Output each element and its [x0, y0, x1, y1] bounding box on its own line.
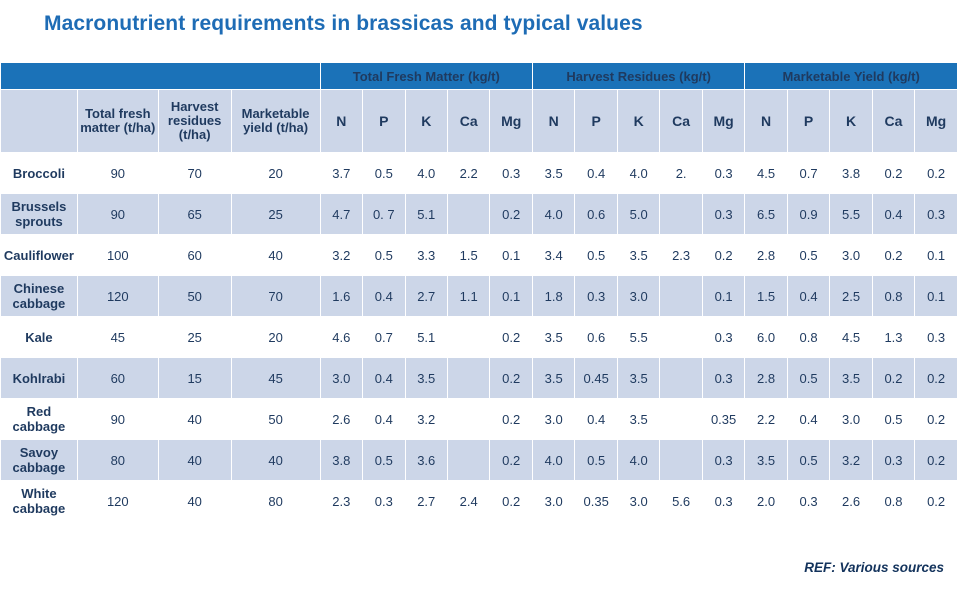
row-crop-name: Red cabbage	[1, 399, 78, 440]
sub-header-harvest-residues-tha: Harvest residues (t/ha)	[158, 90, 231, 153]
cell	[660, 276, 702, 317]
cell: 0. 7	[363, 194, 405, 235]
cell: 0.2	[490, 194, 533, 235]
cell: 2.6	[830, 481, 872, 522]
sub-header-hr-k: K	[617, 90, 659, 153]
cell: 25	[231, 194, 320, 235]
row-crop-name: Brussels sprouts	[1, 194, 78, 235]
cell: 2.4	[447, 481, 489, 522]
cell: 0.35	[575, 481, 617, 522]
cell: 0.2	[915, 358, 958, 399]
cell: 5.0	[617, 194, 659, 235]
cell: 0.1	[490, 276, 533, 317]
cell: 0.2	[872, 153, 914, 194]
cell: 0.5	[872, 399, 914, 440]
sub-header-tfm-mg: Mg	[490, 90, 533, 153]
cell: 0.6	[575, 317, 617, 358]
row-crop-name: Cauliflower	[1, 235, 78, 276]
cell	[447, 358, 489, 399]
cell: 0.7	[787, 153, 829, 194]
cell: 0.3	[363, 481, 405, 522]
cell: 0.3	[915, 194, 958, 235]
cell: 2.	[660, 153, 702, 194]
cell: 45	[231, 358, 320, 399]
cell: 3.3	[405, 235, 447, 276]
cell: 6.0	[745, 317, 787, 358]
cell: 0.4	[575, 399, 617, 440]
cell: 5.6	[660, 481, 702, 522]
row-crop-name: Savoy cabbage	[1, 440, 78, 481]
cell: 120	[77, 481, 158, 522]
sub-header-tfm-n: N	[320, 90, 362, 153]
cell: 0.5	[363, 235, 405, 276]
row-crop-name: Kale	[1, 317, 78, 358]
cell: 3.5	[532, 317, 574, 358]
cell: 0.5	[787, 440, 829, 481]
cell: 0.5	[575, 440, 617, 481]
sub-header-hr-p: P	[575, 90, 617, 153]
row-crop-name: Chinese cabbage	[1, 276, 78, 317]
cell: 0.1	[915, 235, 958, 276]
group-header-harvest-residues: Harvest Residues (kg/t)	[532, 63, 744, 90]
cell: 0.3	[787, 481, 829, 522]
cell: 0.3	[702, 440, 745, 481]
cell: 1.5	[745, 276, 787, 317]
table-row	[1, 317, 958, 358]
sub-header-marketable-yield-tha: Marketable yield (t/ha)	[231, 90, 320, 153]
cell: 1.3	[872, 317, 914, 358]
cell: 50	[158, 276, 231, 317]
sub-header-tfm-p: P	[363, 90, 405, 153]
cell: 3.5	[617, 235, 659, 276]
cell: 70	[158, 153, 231, 194]
sub-header-hr-ca: Ca	[660, 90, 702, 153]
cell: 50	[231, 399, 320, 440]
cell: 5.1	[405, 317, 447, 358]
cell: 0.3	[702, 481, 745, 522]
cell: 40	[158, 481, 231, 522]
cell: 0.4	[575, 153, 617, 194]
cell: 3.0	[617, 481, 659, 522]
cell: 3.8	[830, 153, 872, 194]
cell: 0.5	[363, 153, 405, 194]
cell: 0.5	[787, 235, 829, 276]
group-header-total-fresh-matter: Total Fresh Matter (kg/t)	[320, 63, 532, 90]
cell: 0.3	[575, 276, 617, 317]
cell: 2.2	[745, 399, 787, 440]
cell: 4.0	[405, 153, 447, 194]
cell: 4.0	[532, 440, 574, 481]
sub-header-crop	[1, 90, 78, 153]
cell: 5.5	[830, 194, 872, 235]
cell: 0.3	[702, 358, 745, 399]
cell: 0.3	[702, 194, 745, 235]
cell: 90	[77, 194, 158, 235]
reference-note: REF: Various sources	[804, 560, 944, 575]
sub-header-tfm-k: K	[405, 90, 447, 153]
cell: 3.5	[745, 440, 787, 481]
cell: 40	[231, 440, 320, 481]
cell	[447, 194, 489, 235]
cell: 4.5	[745, 153, 787, 194]
cell: 0.2	[490, 440, 533, 481]
cell: 6.5	[745, 194, 787, 235]
cell: 0.3	[915, 317, 958, 358]
cell: 0.4	[787, 399, 829, 440]
cell: 3.0	[320, 358, 362, 399]
cell: 3.0	[532, 399, 574, 440]
cell: 0.45	[575, 358, 617, 399]
cell: 4.0	[532, 194, 574, 235]
cell: 1.5	[447, 235, 489, 276]
cell: 2.5	[830, 276, 872, 317]
row-crop-name: Broccoli	[1, 153, 78, 194]
cell: 0.8	[872, 481, 914, 522]
cell: 3.7	[320, 153, 362, 194]
cell: 40	[231, 235, 320, 276]
cell: 90	[77, 153, 158, 194]
row-crop-name: Kohlrabi	[1, 358, 78, 399]
cell: 4.5	[830, 317, 872, 358]
cell: 0.2	[490, 481, 533, 522]
cell: 0.2	[872, 235, 914, 276]
cell: 0.3	[490, 153, 533, 194]
sub-header-my-ca: Ca	[872, 90, 914, 153]
cell: 40	[158, 440, 231, 481]
cell: 3.8	[320, 440, 362, 481]
cell: 0.5	[787, 358, 829, 399]
cell: 1.6	[320, 276, 362, 317]
row-crop-name: White cabbage	[1, 481, 78, 522]
cell: 3.5	[617, 399, 659, 440]
cell: 4.7	[320, 194, 362, 235]
sub-header-my-mg: Mg	[915, 90, 958, 153]
cell: 3.0	[617, 276, 659, 317]
cell: 0.1	[702, 276, 745, 317]
cell: 2.7	[405, 481, 447, 522]
cell: 0.2	[872, 358, 914, 399]
cell: 3.5	[830, 358, 872, 399]
table-row	[1, 276, 958, 317]
cell: 25	[158, 317, 231, 358]
cell: 4.6	[320, 317, 362, 358]
cell: 3.0	[532, 481, 574, 522]
table-row	[1, 358, 958, 399]
sub-header-my-n: N	[745, 90, 787, 153]
cell	[660, 440, 702, 481]
cell: 45	[77, 317, 158, 358]
macronutrient-table	[0, 62, 958, 522]
cell: 20	[231, 317, 320, 358]
cell: 3.2	[830, 440, 872, 481]
cell	[660, 317, 702, 358]
cell: 1.8	[532, 276, 574, 317]
group-header-marketable-yield: Marketable Yield (kg/t)	[745, 63, 958, 90]
cell	[660, 399, 702, 440]
cell: 65	[158, 194, 231, 235]
table-row	[1, 235, 958, 276]
cell: 4.0	[617, 153, 659, 194]
sub-header-total-fresh-matter-tha: Total fresh matter (t/ha)	[77, 90, 158, 153]
cell: 5.1	[405, 194, 447, 235]
cell: 0.2	[490, 358, 533, 399]
cell	[660, 358, 702, 399]
sub-header-hr-mg: Mg	[702, 90, 745, 153]
cell: 5.5	[617, 317, 659, 358]
cell: 0.4	[363, 358, 405, 399]
cell: 0.2	[490, 317, 533, 358]
sub-header-tfm-ca: Ca	[447, 90, 489, 153]
cell: 3.2	[320, 235, 362, 276]
cell: 0.1	[490, 235, 533, 276]
cell	[447, 317, 489, 358]
cell: 3.0	[830, 235, 872, 276]
cell: 2.8	[745, 235, 787, 276]
cell: 3.2	[405, 399, 447, 440]
cell: 120	[77, 276, 158, 317]
cell: 3.5	[405, 358, 447, 399]
cell: 80	[231, 481, 320, 522]
cell: 15	[158, 358, 231, 399]
cell: 3.4	[532, 235, 574, 276]
cell: 0.4	[363, 399, 405, 440]
cell: 0.4	[363, 276, 405, 317]
cell	[447, 440, 489, 481]
cell: 2.3	[320, 481, 362, 522]
cell: 4.0	[617, 440, 659, 481]
table-row	[1, 153, 958, 194]
cell: 0.6	[575, 194, 617, 235]
cell: 0.9	[787, 194, 829, 235]
cell: 0.35	[702, 399, 745, 440]
table-row	[1, 399, 958, 440]
cell: 0.3	[872, 440, 914, 481]
cell: 0.8	[787, 317, 829, 358]
cell: 3.5	[532, 358, 574, 399]
cell: 80	[77, 440, 158, 481]
cell	[660, 194, 702, 235]
cell: 3.5	[532, 153, 574, 194]
cell: 2.0	[745, 481, 787, 522]
sub-header-my-p: P	[787, 90, 829, 153]
cell: 2.7	[405, 276, 447, 317]
cell: 0.4	[787, 276, 829, 317]
cell: 0.2	[490, 399, 533, 440]
sub-header-row	[1, 90, 958, 153]
cell: 100	[77, 235, 158, 276]
cell: 3.6	[405, 440, 447, 481]
sub-header-hr-n: N	[532, 90, 574, 153]
cell: 0.7	[363, 317, 405, 358]
cell: 0.3	[702, 317, 745, 358]
group-header-blank	[1, 63, 321, 90]
cell: 0.2	[915, 440, 958, 481]
cell: 60	[77, 358, 158, 399]
cell: 2.2	[447, 153, 489, 194]
cell: 0.2	[915, 153, 958, 194]
cell: 0.2	[702, 235, 745, 276]
cell: 3.0	[830, 399, 872, 440]
group-header-row	[1, 63, 958, 90]
cell: 0.8	[872, 276, 914, 317]
cell: 0.4	[872, 194, 914, 235]
cell: 0.2	[915, 399, 958, 440]
table-row	[1, 440, 958, 481]
table-row	[1, 194, 958, 235]
cell: 0.2	[915, 481, 958, 522]
cell: 0.1	[915, 276, 958, 317]
cell: 2.3	[660, 235, 702, 276]
cell: 0.5	[363, 440, 405, 481]
table-row	[1, 481, 958, 522]
cell: 0.5	[575, 235, 617, 276]
page-title: Macronutrient requirements in brassicas and typical values	[44, 12, 643, 35]
cell: 60	[158, 235, 231, 276]
cell: 70	[231, 276, 320, 317]
cell: 2.6	[320, 399, 362, 440]
cell: 2.8	[745, 358, 787, 399]
cell: 0.3	[702, 153, 745, 194]
sub-header-my-k: K	[830, 90, 872, 153]
cell: 1.1	[447, 276, 489, 317]
cell: 90	[77, 399, 158, 440]
cell: 3.5	[617, 358, 659, 399]
cell	[447, 399, 489, 440]
cell: 20	[231, 153, 320, 194]
cell: 40	[158, 399, 231, 440]
